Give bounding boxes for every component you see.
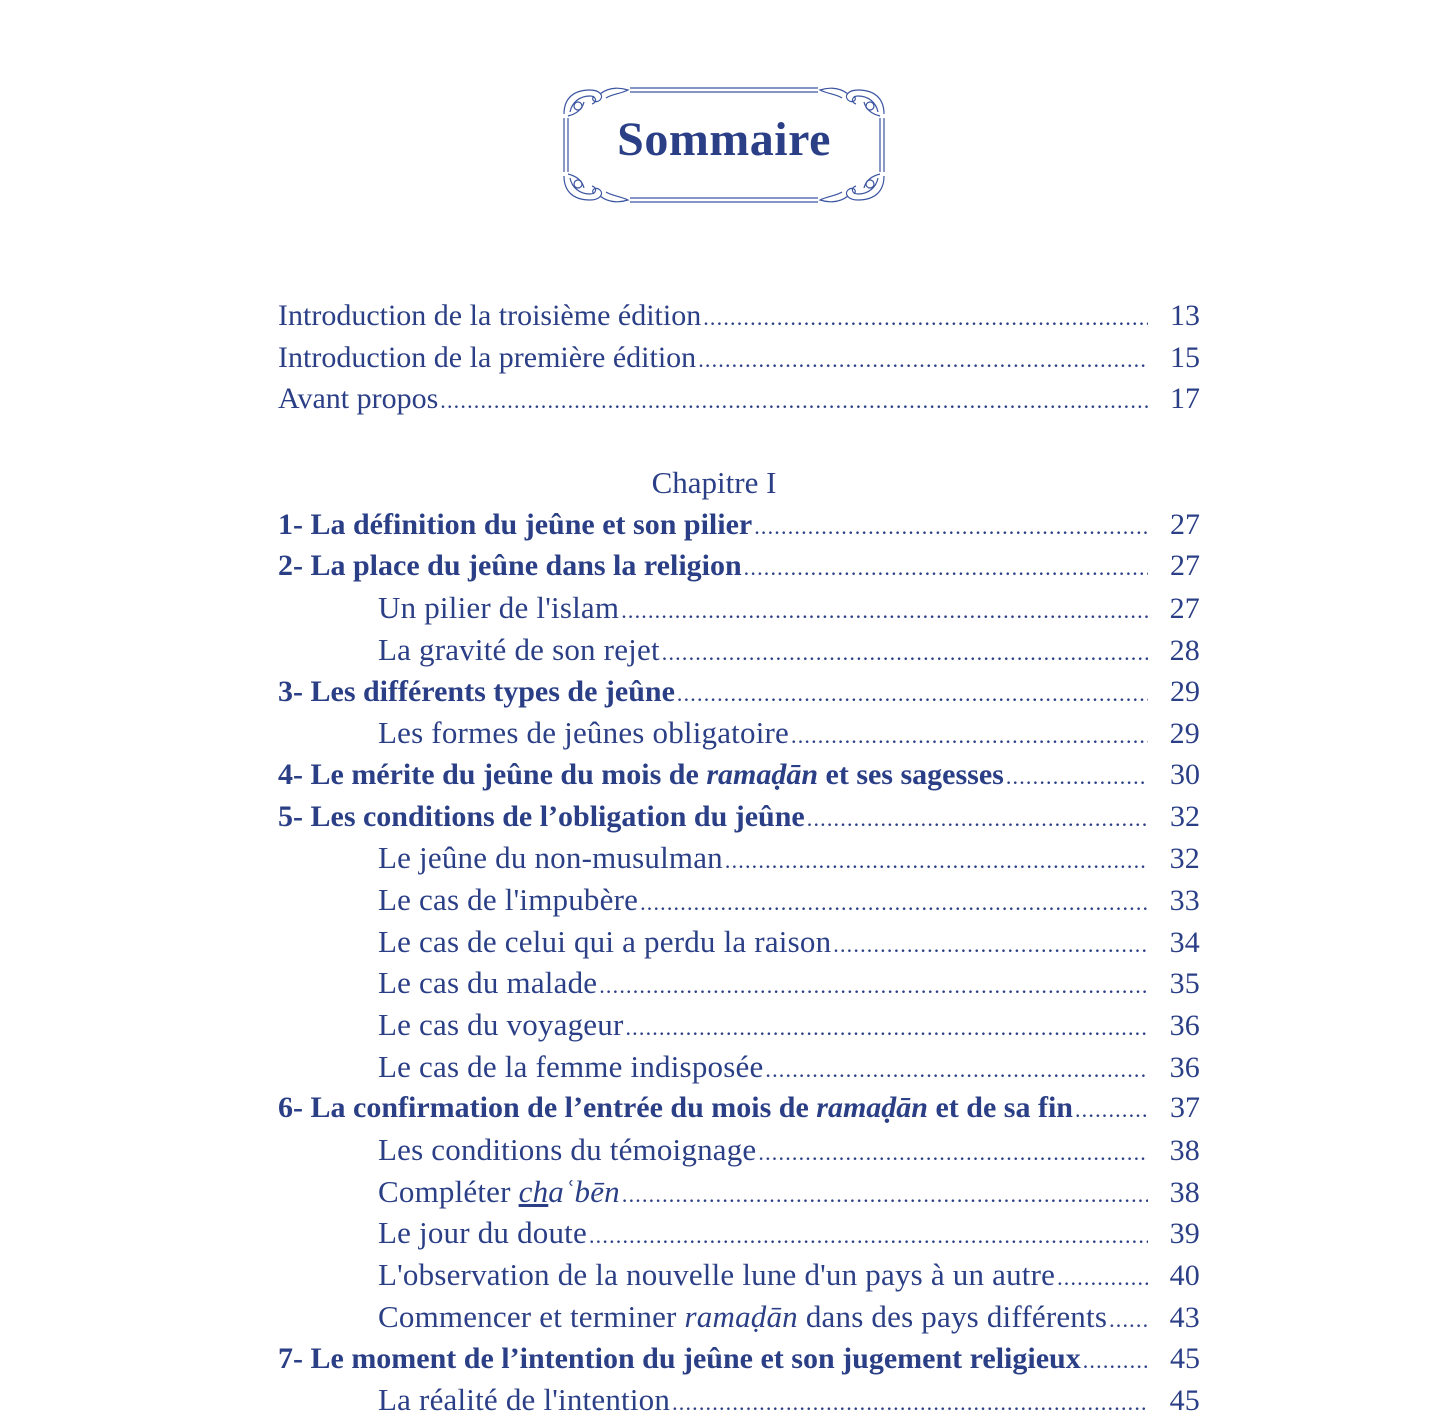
- dot-leader: [1006, 756, 1148, 798]
- dot-leader: [1075, 1089, 1148, 1131]
- toc-section-entry[interactable]: [278, 504, 1200, 546]
- dot-leader: [440, 380, 1148, 422]
- dot-leader: [662, 632, 1148, 674]
- toc-subentry[interactable]: [278, 837, 1200, 879]
- toc-page-number: 27: [1170, 549, 1200, 583]
- toc-entry-label: Les conditions du témoignage: [378, 1132, 757, 1168]
- toc-page-number: 43: [1169, 1300, 1200, 1334]
- toc-section-entry[interactable]: [278, 1087, 1200, 1129]
- dot-leader: [677, 673, 1148, 715]
- toc-entry-label: Commencer et terminer ramaḍān dans des pays différents: [378, 1298, 1108, 1334]
- toc-page-number: 13: [1170, 299, 1200, 332]
- toc-page-number: 17: [1170, 382, 1200, 416]
- toc-entry-label: 3- Les différents types de jeûne: [278, 674, 675, 708]
- toc-page-number: 45: [1170, 1341, 1200, 1375]
- toc-page-number: 30: [1170, 757, 1200, 791]
- dot-leader: [698, 339, 1148, 381]
- toc-page-number: 33: [1169, 883, 1200, 917]
- toc-page-number: 37: [1170, 1091, 1200, 1125]
- dot-leader: [725, 840, 1148, 882]
- toc-section-entry[interactable]: [278, 1338, 1200, 1380]
- toc-page-number: 45: [1169, 1384, 1200, 1418]
- dot-leader: [622, 1174, 1148, 1216]
- toc-subentry[interactable]: [278, 1212, 1200, 1254]
- toc-entry-label: Un pilier de l'islam: [378, 590, 620, 626]
- table-of-contents: [278, 295, 1200, 1421]
- toc-entry-label: 2- La place du jeûne dans la religion: [278, 549, 742, 583]
- toc-subentry[interactable]: [278, 712, 1200, 754]
- dot-leader: [765, 1049, 1148, 1091]
- toc-entry-label: 5- Les conditions de l’obligation du jeûne: [278, 799, 805, 833]
- dot-leader: [640, 882, 1148, 924]
- toc-page-number: 32: [1170, 799, 1200, 833]
- toc-entry-label: Le cas du malade: [378, 965, 598, 1001]
- dot-leader: [625, 1007, 1148, 1049]
- toc-subentry[interactable]: [278, 1254, 1200, 1296]
- toc-subentry[interactable]: [278, 1379, 1200, 1421]
- toc-section-entry[interactable]: [278, 671, 1200, 713]
- toc-entry-label: Le cas de l'impubère: [378, 881, 639, 917]
- toc-entry-label: La gravité de son rejet: [378, 631, 660, 667]
- toc-page-number: 36: [1169, 1009, 1200, 1042]
- dot-leader: [1109, 1299, 1148, 1341]
- toc-entry-label: Le cas du voyageur: [378, 1007, 624, 1042]
- dot-leader: [703, 297, 1148, 339]
- toc-section-entry[interactable]: [278, 754, 1200, 796]
- toc-entry-label: Introduction de la troisième édition: [278, 299, 702, 332]
- toc-page-number: 36: [1169, 1050, 1200, 1084]
- toc-entry-label: 4- Le mérite du jeûne du mois de ramaḍān et ses sagesses: [278, 757, 1004, 791]
- toc-entry-label: Le cas de celui qui a perdu la raison: [378, 923, 832, 959]
- toc-entry-label: 7- Le moment de l’intention du jeûne et son jugement religieux: [278, 1341, 1081, 1375]
- toc-page-number: 40: [1169, 1259, 1200, 1293]
- dot-leader: [791, 715, 1148, 757]
- toc-entry-label: La réalité de l'intention: [378, 1382, 671, 1418]
- dot-leader: [621, 590, 1148, 632]
- toc-subentry[interactable]: [278, 629, 1200, 671]
- dot-leader: [744, 547, 1148, 589]
- toc-page-number: 27: [1170, 507, 1200, 541]
- toc-entry-label: Avant propos: [278, 382, 439, 416]
- toc-page-number: 32: [1169, 842, 1200, 876]
- dot-leader: [758, 1132, 1148, 1174]
- toc-entry[interactable]: [278, 378, 1200, 420]
- toc-subentry[interactable]: [278, 1171, 1200, 1213]
- toc-page-number: 29: [1169, 717, 1200, 751]
- dot-leader: [589, 1215, 1148, 1257]
- toc-subentry[interactable]: [278, 1296, 1200, 1338]
- toc-section-entry[interactable]: [278, 545, 1200, 587]
- toc-entry-label: L'observation de la nouvelle lune d'un pays à un autre: [378, 1257, 1056, 1293]
- toc-page-number: 39: [1169, 1217, 1200, 1251]
- toc-entry-label: 6- La confirmation de l’entrée du mois de ramaḍān et de sa fin: [278, 1091, 1073, 1125]
- dot-leader: [754, 506, 1148, 548]
- toc-subentry[interactable]: [278, 1129, 1200, 1171]
- toc-entry-label: Le jour du doute: [378, 1215, 587, 1251]
- page-title: Sommaire: [617, 113, 831, 166]
- toc-page-number: 34: [1169, 925, 1200, 959]
- toc-entry-label: Le cas de la femme indisposée: [378, 1048, 764, 1084]
- toc-subentry[interactable]: [278, 879, 1200, 921]
- dot-leader: [1057, 1257, 1148, 1299]
- toc-section-entry[interactable]: [278, 796, 1200, 838]
- toc-entry-label: Introduction de la première édition: [278, 340, 697, 374]
- toc-entry-label: Les formes de jeûnes obligatoire: [378, 715, 789, 751]
- toc-page-number: 27: [1169, 592, 1200, 626]
- chapter-heading: Chapitre I: [651, 465, 777, 501]
- toc-entry-label: 1- La définition du jeûne et son pilier: [278, 507, 753, 541]
- dot-leader: [599, 965, 1148, 1007]
- toc-subentry[interactable]: [278, 962, 1200, 1004]
- toc-page-number: 38: [1169, 1134, 1200, 1168]
- dot-leader: [807, 798, 1148, 840]
- toc-subentry[interactable]: [278, 587, 1200, 629]
- toc-subentry[interactable]: [278, 1046, 1200, 1088]
- toc-page-number: 15: [1170, 340, 1200, 374]
- dot-leader: [833, 924, 1148, 966]
- toc-page-number: 29: [1170, 674, 1200, 708]
- toc-subentry[interactable]: [278, 1004, 1200, 1046]
- section-spacer: [278, 420, 1200, 462]
- toc-entry-label: Le jeûne du non-musulman: [378, 840, 723, 876]
- toc-page-number: 38: [1169, 1175, 1200, 1209]
- dot-leader: [1083, 1340, 1148, 1382]
- toc-subentry[interactable]: [278, 921, 1200, 963]
- toc-entry-label: Compléter chaʿbēn: [378, 1173, 620, 1209]
- title-frame: [560, 84, 888, 206]
- toc-page-number: 35: [1169, 967, 1200, 1001]
- toc-entry[interactable]: [278, 295, 1200, 337]
- toc-entry[interactable]: [278, 337, 1200, 379]
- dot-leader: [672, 1382, 1148, 1424]
- toc-page-number: 28: [1169, 633, 1200, 667]
